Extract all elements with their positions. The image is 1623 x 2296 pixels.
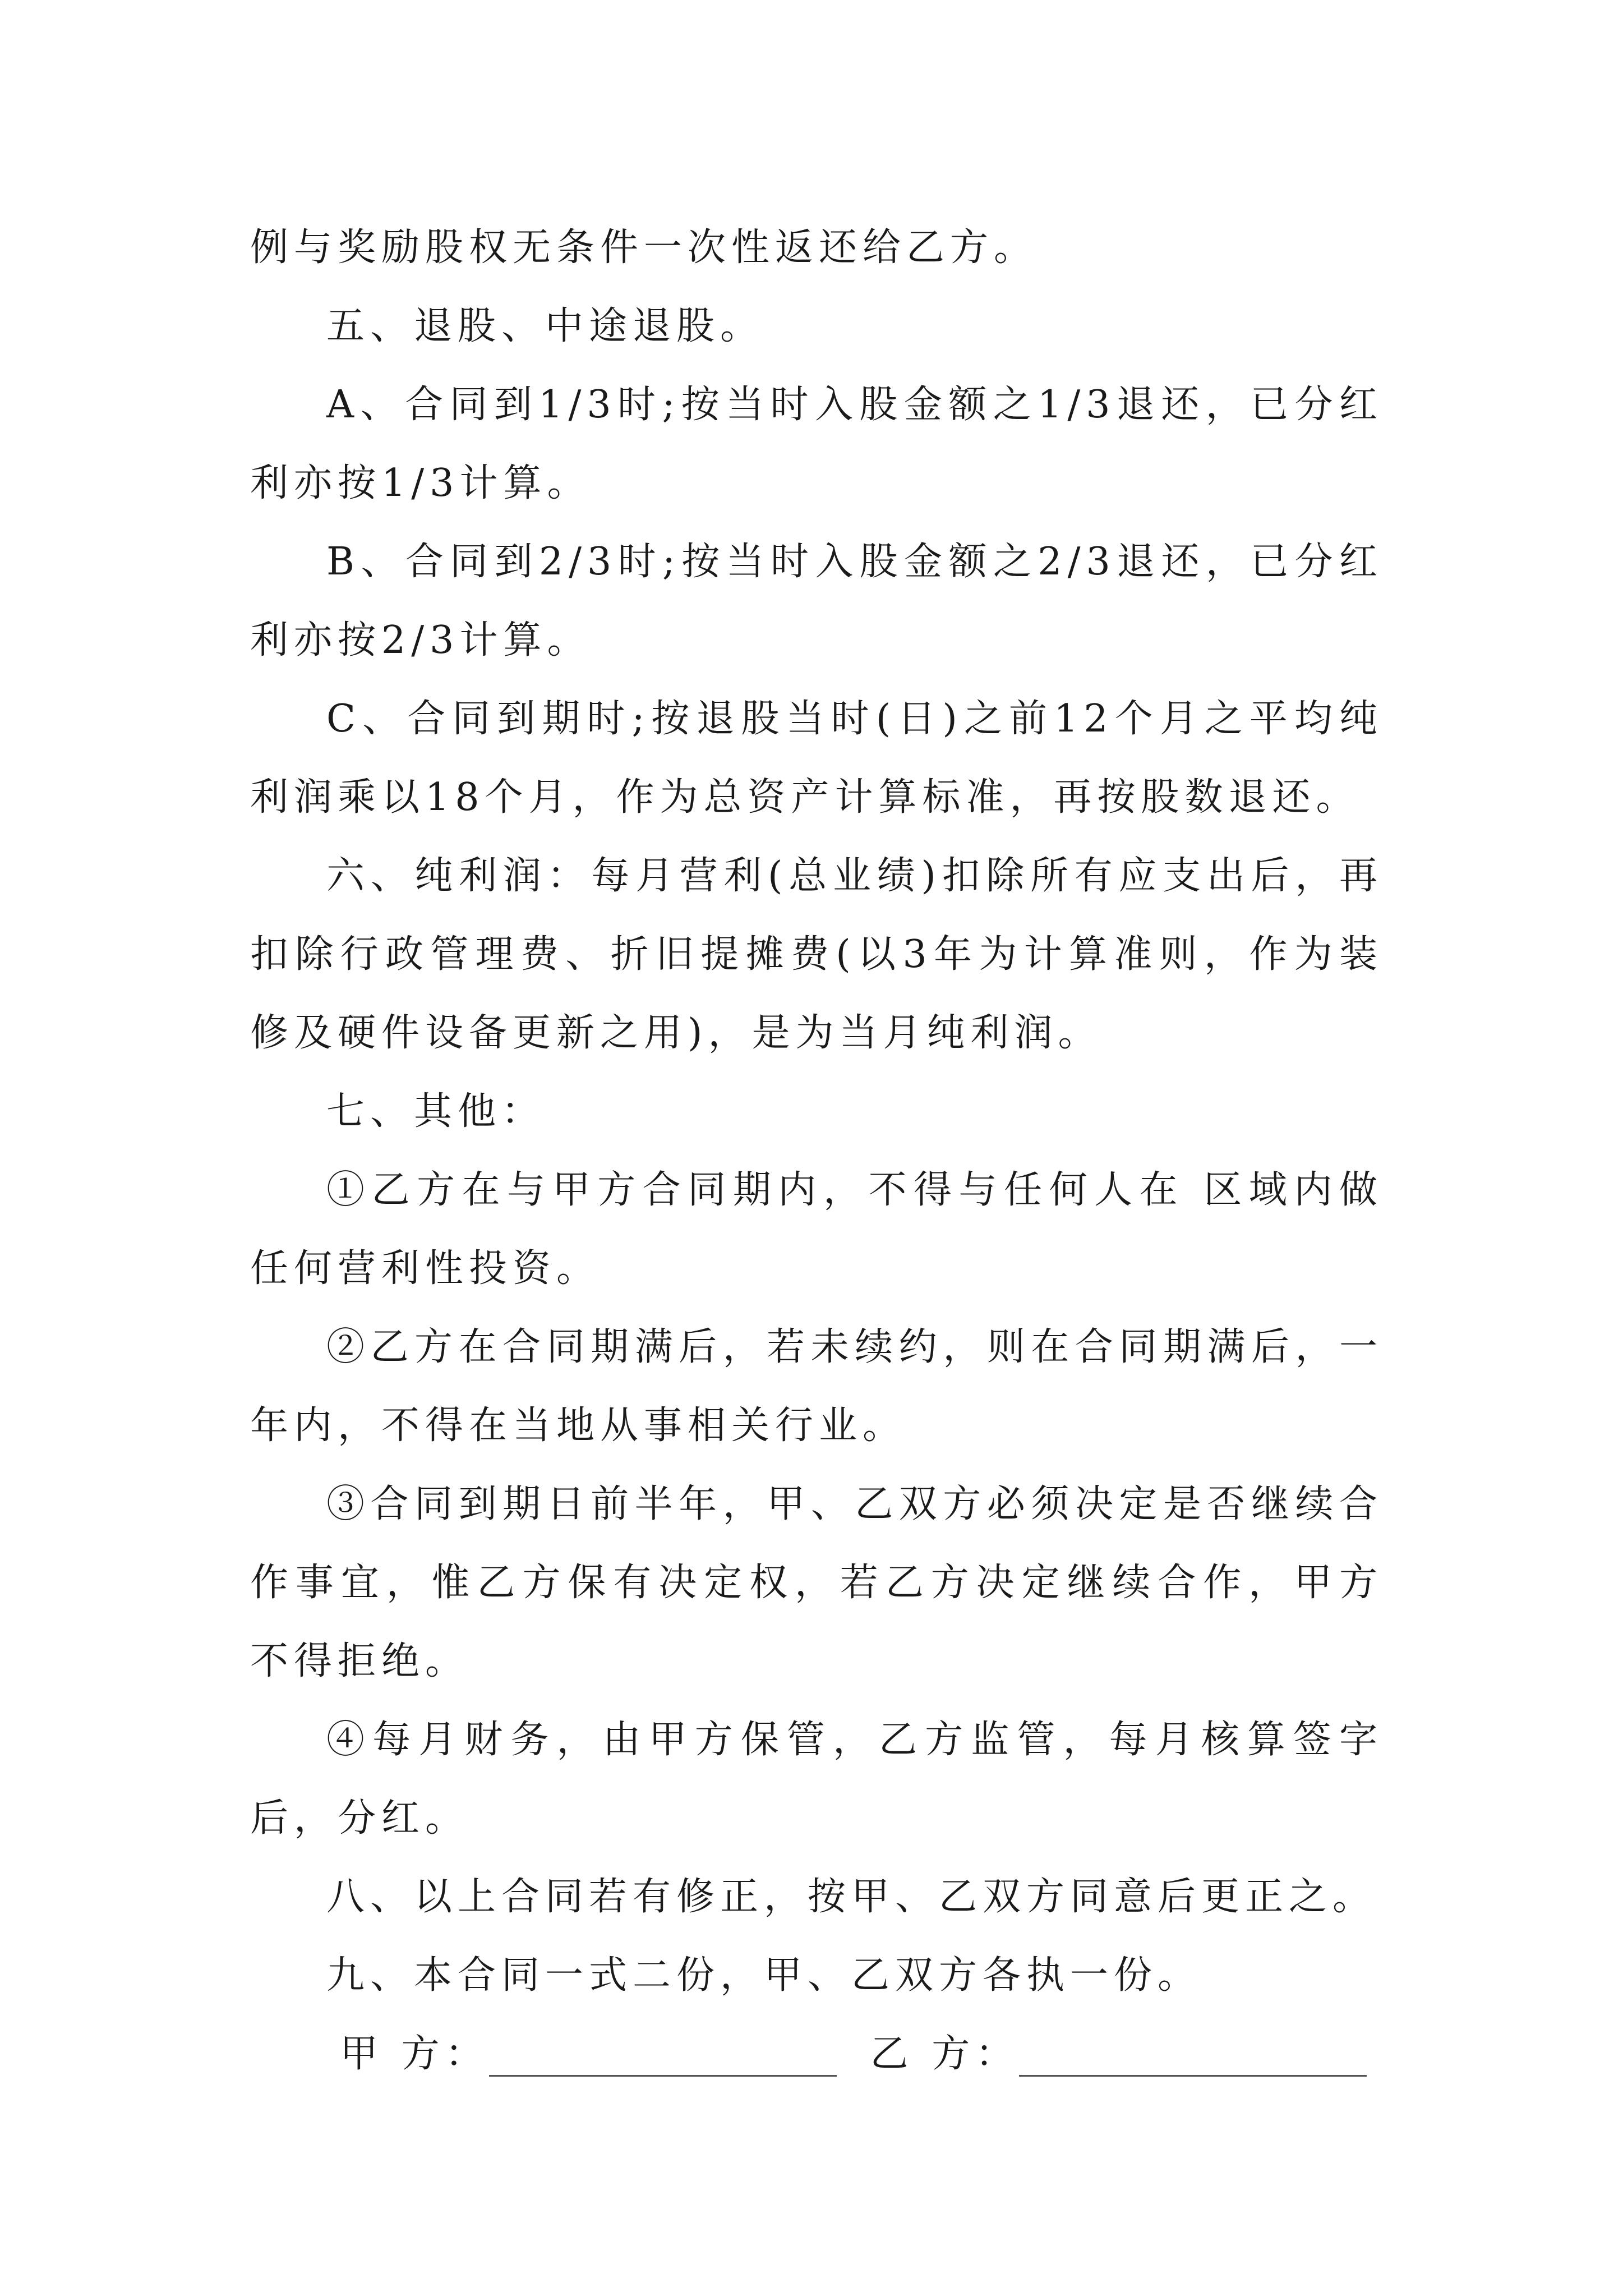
clause-8: 八、以上合同若有修正，按甲、乙双方同意后更正之。	[326, 1875, 1377, 1919]
party-b-label: 乙 方：	[870, 2032, 1020, 2076]
clause-5a: A、合同到1/3时;按当时入股金额之1/3退还，已分红利亦按1/3计算。	[250, 383, 1383, 505]
clause-7-item-2: ②乙方在合同期满后，若未续约，则在合同期满后，一年内，不得在当地从事相关行业。	[250, 1325, 1383, 1448]
clause-6: 六、纯利润：每月营利(总业绩)扣除所有应支出后，再扣除行政管理费、折旧提摊费(以3年为计算准则，作为装修及硬件设备更新之用)，是为当月纯利润。	[250, 854, 1383, 1055]
party-a-label: 甲 方：	[340, 2032, 489, 2076]
party-b-signature-line	[1019, 2074, 1367, 2077]
clause-7-heading: 七、其他：	[326, 1089, 546, 1134]
clause-7-item-3: ③合同到期日前半年，甲、乙双方必须决定是否继续合作事宜，惟乙方保有决定权，若乙方决定继续合作，甲方不得拒绝。	[250, 1482, 1383, 1683]
clause-5b: B、合同到2/3时;按当时入股金额之2/3退还，已分红利亦按2/3计算。	[250, 540, 1383, 662]
party-a-signature-line	[489, 2074, 837, 2077]
clause-5-heading: 五、退股、中途退股。	[326, 304, 764, 348]
clause-7-item-4: ④每月财务，由甲方保管，乙方监管，每月核算签字后，分红。	[250, 1718, 1383, 1841]
clause-7-item-1: ①乙方在与甲方合同期内，不得与任何人在 区域内做任何营利性投资。	[250, 1168, 1383, 1291]
clause-9: 九、本合同一式二份，甲、乙双方各执一份。	[326, 1953, 1202, 1998]
clause-5c: C、合同到期时;按退股当时(日)之前12个月之平均纯利润乘以18个月，作为总资产计算标准，再按股数退还。	[250, 697, 1383, 820]
paragraph-continuation: 例与奖励股权无条件一次性返还给乙方。	[250, 226, 1038, 270]
contract-body	[250, 209, 1383, 2093]
signature-row	[250, 2015, 1383, 2093]
